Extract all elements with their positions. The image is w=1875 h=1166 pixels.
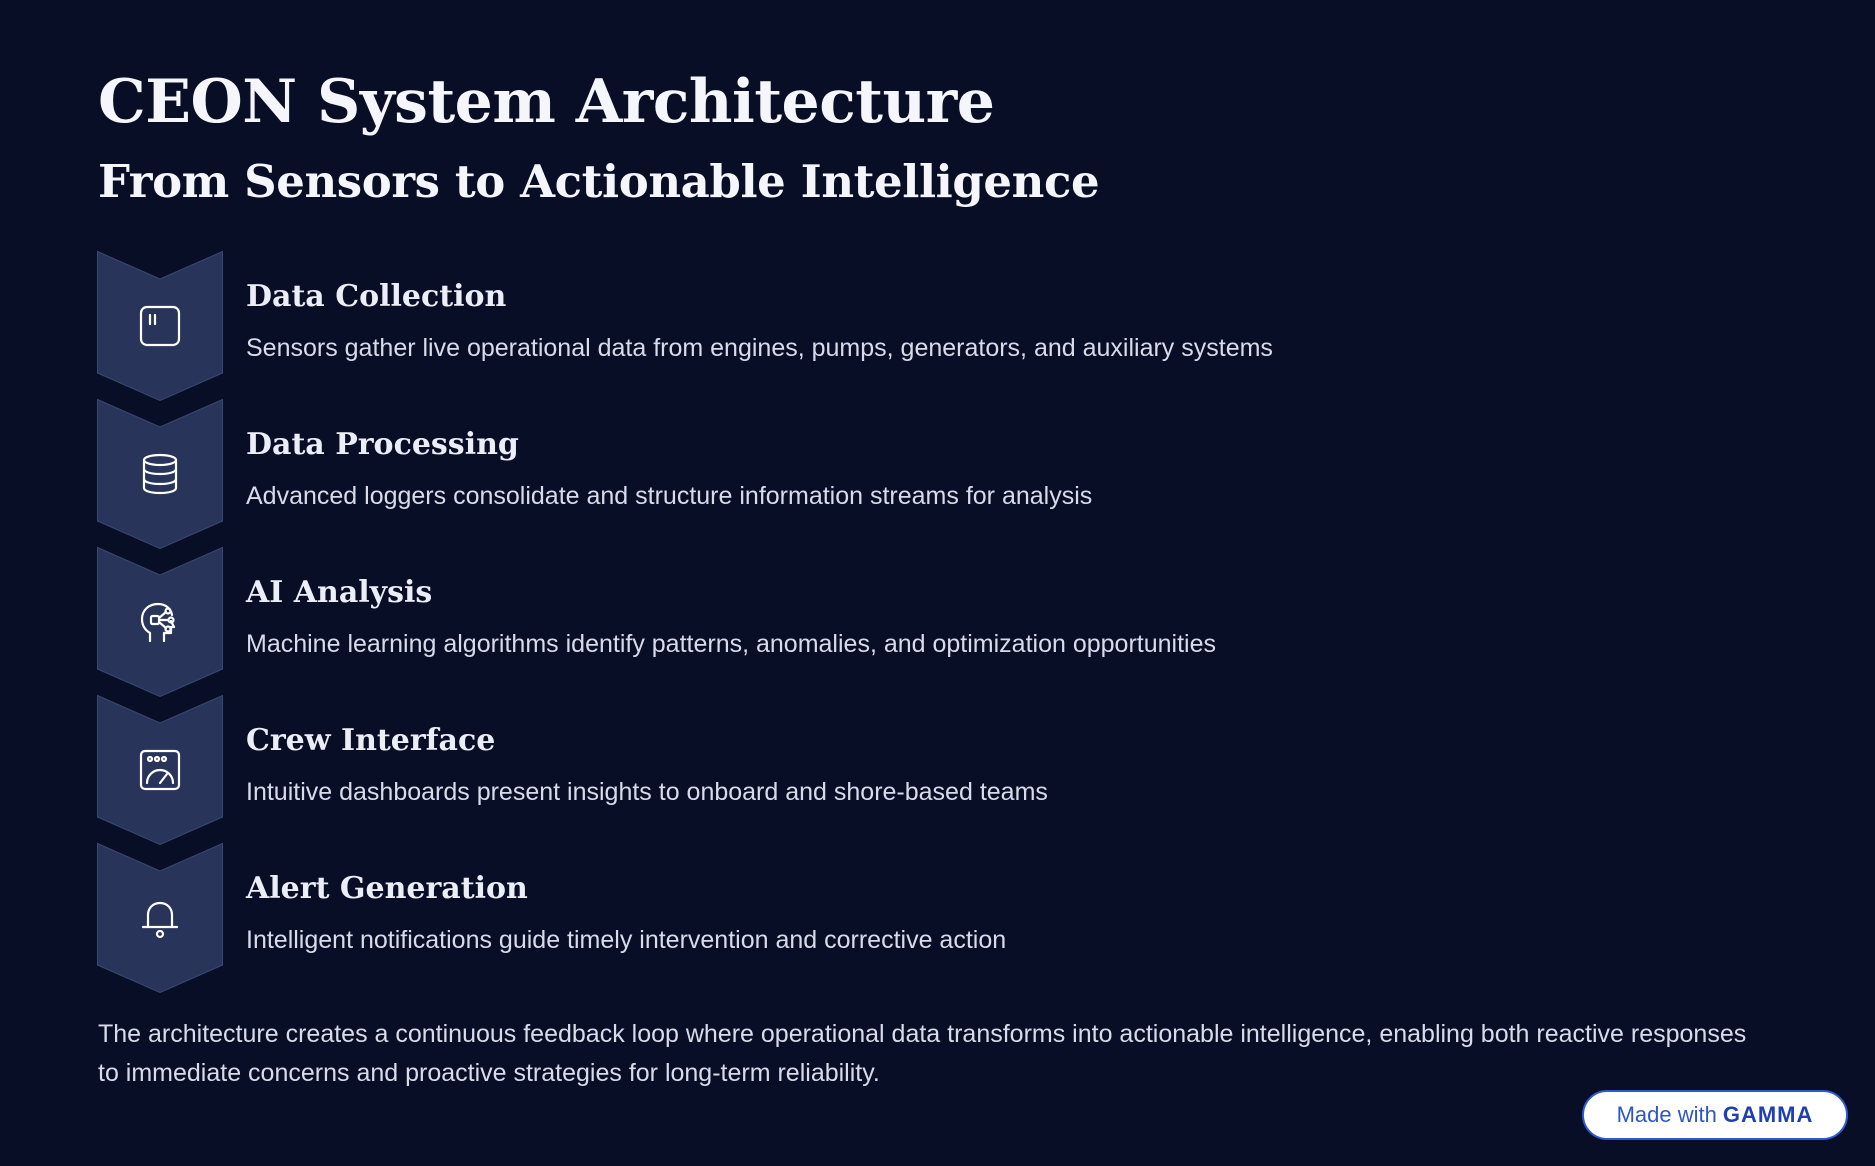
architecture-steps	[97, 251, 1797, 991]
step-title: Crew Interface	[246, 723, 496, 758]
step-description: Intelligent notifications guide timely intervention and corrective action	[246, 926, 1007, 954]
step-title: AI Analysis	[246, 575, 433, 610]
step-crew-interface	[97, 695, 1797, 843]
made-with-gamma-badge[interactable]	[1582, 1090, 1848, 1140]
page-subtitle: From Sensors to Actionable Intelligence	[98, 155, 1100, 208]
database-icon	[138, 452, 182, 496]
gamma-logo: GAMMA	[1722, 1102, 1814, 1127]
dashboard-gauge-icon	[138, 748, 182, 792]
badge-prefix: Made with	[1616, 1102, 1717, 1127]
summary-paragraph: The architecture creates a continuous feedback loop where operational data transforms into actionable intelligence, enabling both reactive responses to immediate concerns and proactive strategies for long-term reliability.	[98, 1020, 1747, 1087]
bell-icon	[138, 896, 182, 940]
sensor-square-icon	[138, 304, 182, 348]
page-title: CEON System Architecture	[98, 67, 995, 137]
step-alert-generation	[97, 843, 1797, 991]
step-description: Intuitive dashboards present insights to onboard and shore-based teams	[246, 778, 1048, 806]
step-chevron	[97, 251, 223, 401]
step-title: Alert Generation	[246, 871, 528, 906]
step-title: Data Processing	[246, 427, 519, 462]
step-description: Advanced loggers consolidate and structure information streams for analysis	[246, 482, 1093, 510]
step-chevron	[97, 843, 223, 993]
step-title: Data Collection	[246, 279, 507, 314]
step-chevron	[97, 547, 223, 697]
step-description: Sensors gather live operational data from engines, pumps, generators, and auxiliary systems	[246, 334, 1273, 362]
step-ai-analysis	[97, 547, 1797, 695]
step-data-collection	[97, 251, 1797, 399]
step-chevron	[97, 399, 223, 549]
step-chevron	[97, 695, 223, 845]
brain-circuit-icon	[138, 600, 182, 644]
step-data-processing	[97, 399, 1797, 547]
step-description: Machine learning algorithms identify patterns, anomalies, and optimization opportunities	[246, 630, 1216, 658]
